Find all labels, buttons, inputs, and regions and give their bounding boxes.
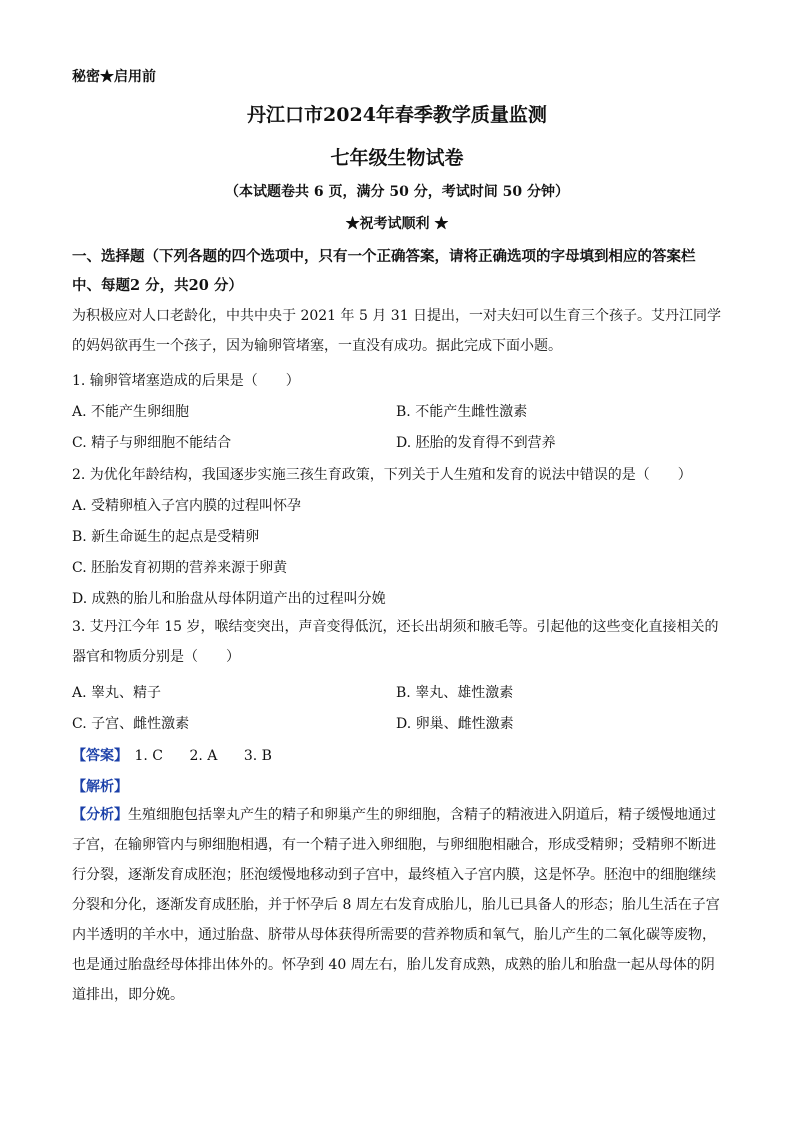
question-1-stem: 1. 输卵管堵塞造成的后果是（ ）: [72, 373, 300, 389]
exam-title: 丹江口市2024年春季教学质量监测: [247, 104, 547, 126]
question-1-option-a: A. 不能产生卵细胞: [72, 404, 190, 420]
good-luck-line: ★祝考试顺利 ★: [345, 216, 449, 232]
answer-line: [72, 745, 294, 765]
question-3-option-c: C. 子宫、雌性激素: [72, 716, 190, 732]
question-2-option-d: D. 成熟的胎儿和胎盘从母体阴道产出的过程叫分娩: [72, 591, 386, 607]
answer-item-1: 1. C: [134, 748, 163, 764]
question-3-option-b: B. 睾丸、雄性激素: [396, 685, 514, 701]
exam-subtitle: 七年级生物试卷: [330, 147, 464, 169]
question-2-option-b: B. 新生命诞生的起点是受精卵: [72, 529, 260, 545]
analysis-text: 生殖细胞包括睾丸产生的精子和卵巢产生的卵细胞，含精子的精液进入阴道后，精子缓慢地通过子宫，在输卵管内与卵细胞相遇，有一个精子进入卵细胞，与卵细胞相融合，形成受精卵；受精卵不断进行分裂，逐渐发育成胚泡；胚泡缓慢地移动到子宫中，最终植入子宫内膜，这是怀孕。胚泡中的细胞继续分裂和分化，逐渐发育成胚胎，并于怀孕后 8 周左右发育成胎儿，胎儿已具备人的形态；胎儿生活在子宫内半透明的羊水中，通过胎盘、脐带从母体获得所需要的营养物质和氧气，胎儿产生的二氧化碳等废物，也是通过胎盘经母体排出体外的。怀孕到 40 周左右，胎儿发育成熟，成熟的胎儿和胎盘一起从母体的阴道排出，即分娩。: [72, 807, 720, 1003]
question-3-option-d: D. 卵巢、雌性激素: [396, 716, 514, 732]
question-2-stem: 2. 为优化年龄结构，我国逐步实施三孩生育政策，下列关于人生殖和发育的说法中错误的是（ ）: [72, 467, 692, 483]
analysis-label: 【解析】: [72, 779, 128, 795]
question-1-option-b: B. 不能产生雌性激素: [396, 404, 528, 420]
section-heading: 一、选择题（下列各题的四个选项中，只有一个正确答案，请将正确选项的字母填到相应的答案栏中、每题2 分，共20 分）: [72, 248, 696, 294]
question-1-option-c: C. 精子与卵细胞不能结合: [72, 435, 232, 451]
answer-item-3: 3. B: [243, 748, 272, 764]
secret-label: 秘密★启用前: [72, 69, 156, 85]
analysis-sub-label: 【分析】: [72, 807, 128, 823]
analysis-paragraph: [72, 800, 724, 1010]
question-1-option-d: D. 胚胎的发育得不到营养: [396, 435, 556, 451]
question-3-option-a: A. 睾丸、精子: [72, 685, 162, 701]
question-2-option-a: A. 受精卵植入子宫内膜的过程叫怀孕: [72, 498, 302, 514]
question-3-stem: 3. 艾丹江今年 15 岁，喉结变突出，声音变得低沉，还长出胡须和腋毛等。引起他的这些变化直接相关的器官和物质分别是（ ）: [72, 619, 719, 665]
answer-label: 【答案】: [72, 748, 128, 764]
question-2-option-c: C. 胚胎发育初期的营养来源于卵黄: [72, 560, 288, 576]
intro-paragraph: 为积极应对人口老龄化，中共中央于 2021 年 5 月 31 日提出，一对夫妇可以生育三个孩子。艾丹江同学的妈妈欲再生一个孩子，因为输卵管堵塞，一直没有成功。据此完成下面小题。: [72, 308, 722, 354]
exam-info: （本试题卷共 6 页，满分 50 分，考试时间 50 分钟）: [225, 184, 569, 200]
answer-item-2: 2. A: [189, 748, 218, 764]
analysis-label-line: [72, 776, 128, 796]
